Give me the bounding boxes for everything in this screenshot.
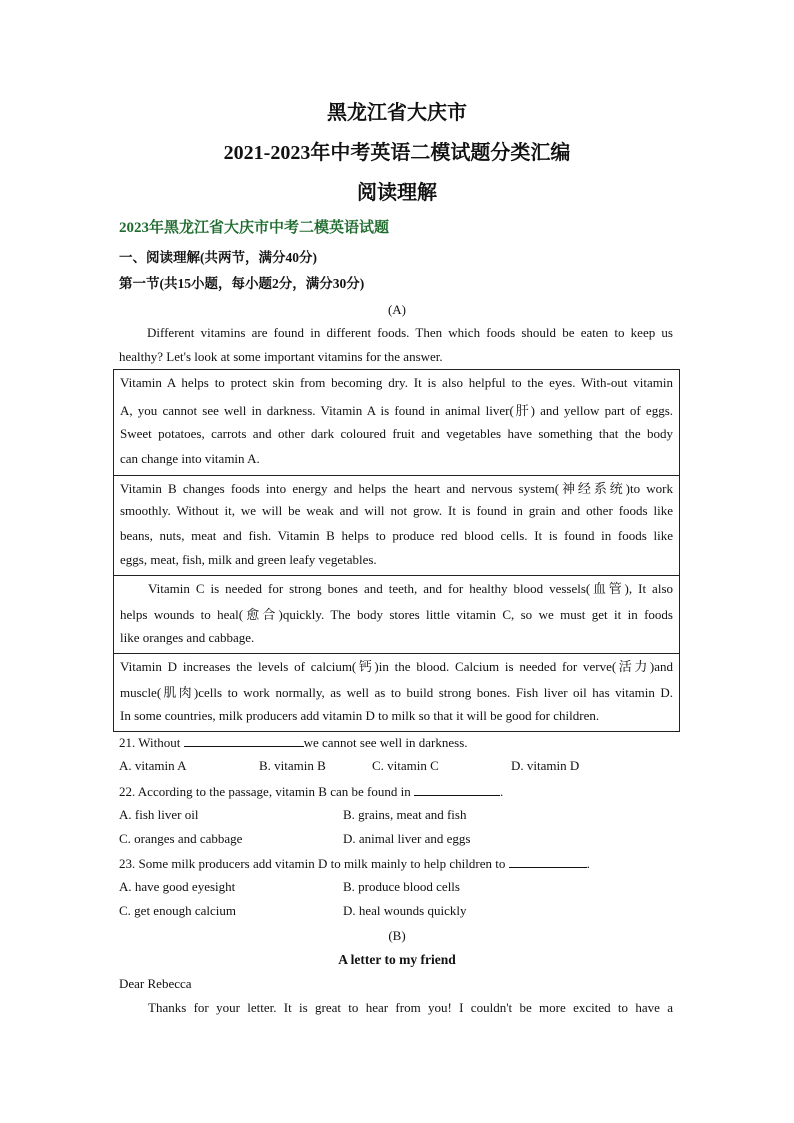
option-22-c[interactable]: C. oranges and cabbage [119,831,243,846]
vitamin-d-line: Vitamin D increases the levels of calcium(钙)in the blood. Calcium is needed for verve(活力)and [120,659,673,674]
option-23-b[interactable]: B. produce blood cells [343,879,460,894]
vitamin-table [113,369,680,732]
part-heading: 一、阅读理解(共两节，满分40分) [119,250,317,265]
question-21 [119,734,468,751]
letter-line: Thanks for your letter. It is great to hear from you! I couldn't be more excited to have a [148,1000,673,1015]
vitamin-d-line: In some countries, milk producers add vitamin D to milk so that it will be good for children. [120,708,600,723]
question-stem: we cannot see well in darkness. [303,735,468,750]
option-21-a[interactable]: A. vitamin A [119,758,187,773]
option-22-a[interactable]: A. fish liver oil [119,807,199,822]
option-22-b[interactable]: B. grains, meat and fish [343,807,467,822]
header-region: 黑龙江省大庆市 [327,102,467,124]
question-stem: . [586,856,590,871]
vitamin-c-row [114,575,679,654]
letter-greeting: Dear Rebecca [119,976,192,991]
vitamin-b-line: Vitamin B changes foods into energy and helps the heart and nervous system(神经系统)to work [120,481,673,496]
vitamin-a-line: A, you cannot see well in darkness. Vitamin A is found in animal liver(肝) and yellow part of eggs. [120,403,673,418]
vitamin-d-row [114,653,679,731]
vitamin-b-line: beans, nuts, meat and fish. Vitamin B helps to produce red blood cells. It is found in foods like [120,528,673,543]
vitamin-a-line: Sweet potatoes, carrots and other dark coloured fruit and vegetables have something that the body [120,426,673,441]
answer-blank[interactable] [414,783,500,796]
exam-title: 2023年黑龙江省大庆市中考二模英语试题 [119,220,390,236]
question-stem: 23. Some milk producers add vitamin D to milk mainly to help children to [119,856,509,871]
question-stem: 21. Without [119,735,184,750]
vitamin-c-line: helps wounds to heal(愈合)quickly. The body stores little vitamin C, so we must get it in foods [120,607,673,622]
header-subject: 阅读理解 [357,182,437,204]
passage-a-intro-line1: Different vitamins are found in different foods. Then which foods should be eaten to keep us [147,325,673,340]
answer-blank[interactable] [509,855,587,868]
vitamin-b-row [114,475,679,576]
question-stem: 22. According to the passage, vitamin B can be found in [119,784,414,799]
option-22-d[interactable]: D. animal liver and eggs [343,831,471,846]
passage-a-intro-line2: healthy? Let's look at some important vitamins for the answer. [119,349,443,364]
option-21-c[interactable]: C. vitamin C [372,758,439,773]
vitamin-c-line: like oranges and cabbage. [120,630,255,645]
header-title: 2021-2023年中考英语二模试题分类汇编 [223,142,571,164]
vitamin-a-line: can change into vitamin A. [120,451,260,466]
section-heading: 第一节(共15小题，每小题2分，满分30分) [119,276,365,291]
option-23-d[interactable]: D. heal wounds quickly [343,903,467,918]
vitamin-c-line: Vitamin C is needed for strong bones and teeth, and for healthy blood vessels(血管), It also [148,581,673,596]
answer-blank[interactable] [184,734,304,747]
question-stem: . [499,784,504,799]
vitamin-a-line: Vitamin A helps to protect skin from becoming dry. It is also helpful to the eyes. With-out vitamin [120,375,673,390]
option-21-d[interactable]: D. vitamin D [511,758,580,773]
question-22 [119,783,503,800]
question-23 [119,855,590,872]
vitamin-b-line: smoothly. Without it, we will be weak and will not grow. It is found in grain and other foods like [120,503,673,518]
vitamin-d-line: muscle(肌肉)cells to work normally, as well as to build strong bones. Fish liver oil has vitamin D. [120,685,673,700]
passage-a-label: (A) [387,302,407,317]
option-23-a[interactable]: A. have good eyesight [119,879,236,894]
passage-b-title: A letter to my friend [338,952,456,967]
option-23-c[interactable]: C. get enough calcium [119,903,236,918]
vitamin-b-line: eggs, meat, fish, milk and green leafy vegetables. [120,552,377,567]
passage-b-label: (B) [388,928,406,943]
option-21-b[interactable]: B. vitamin B [259,758,326,773]
vitamin-a-row [114,370,679,476]
